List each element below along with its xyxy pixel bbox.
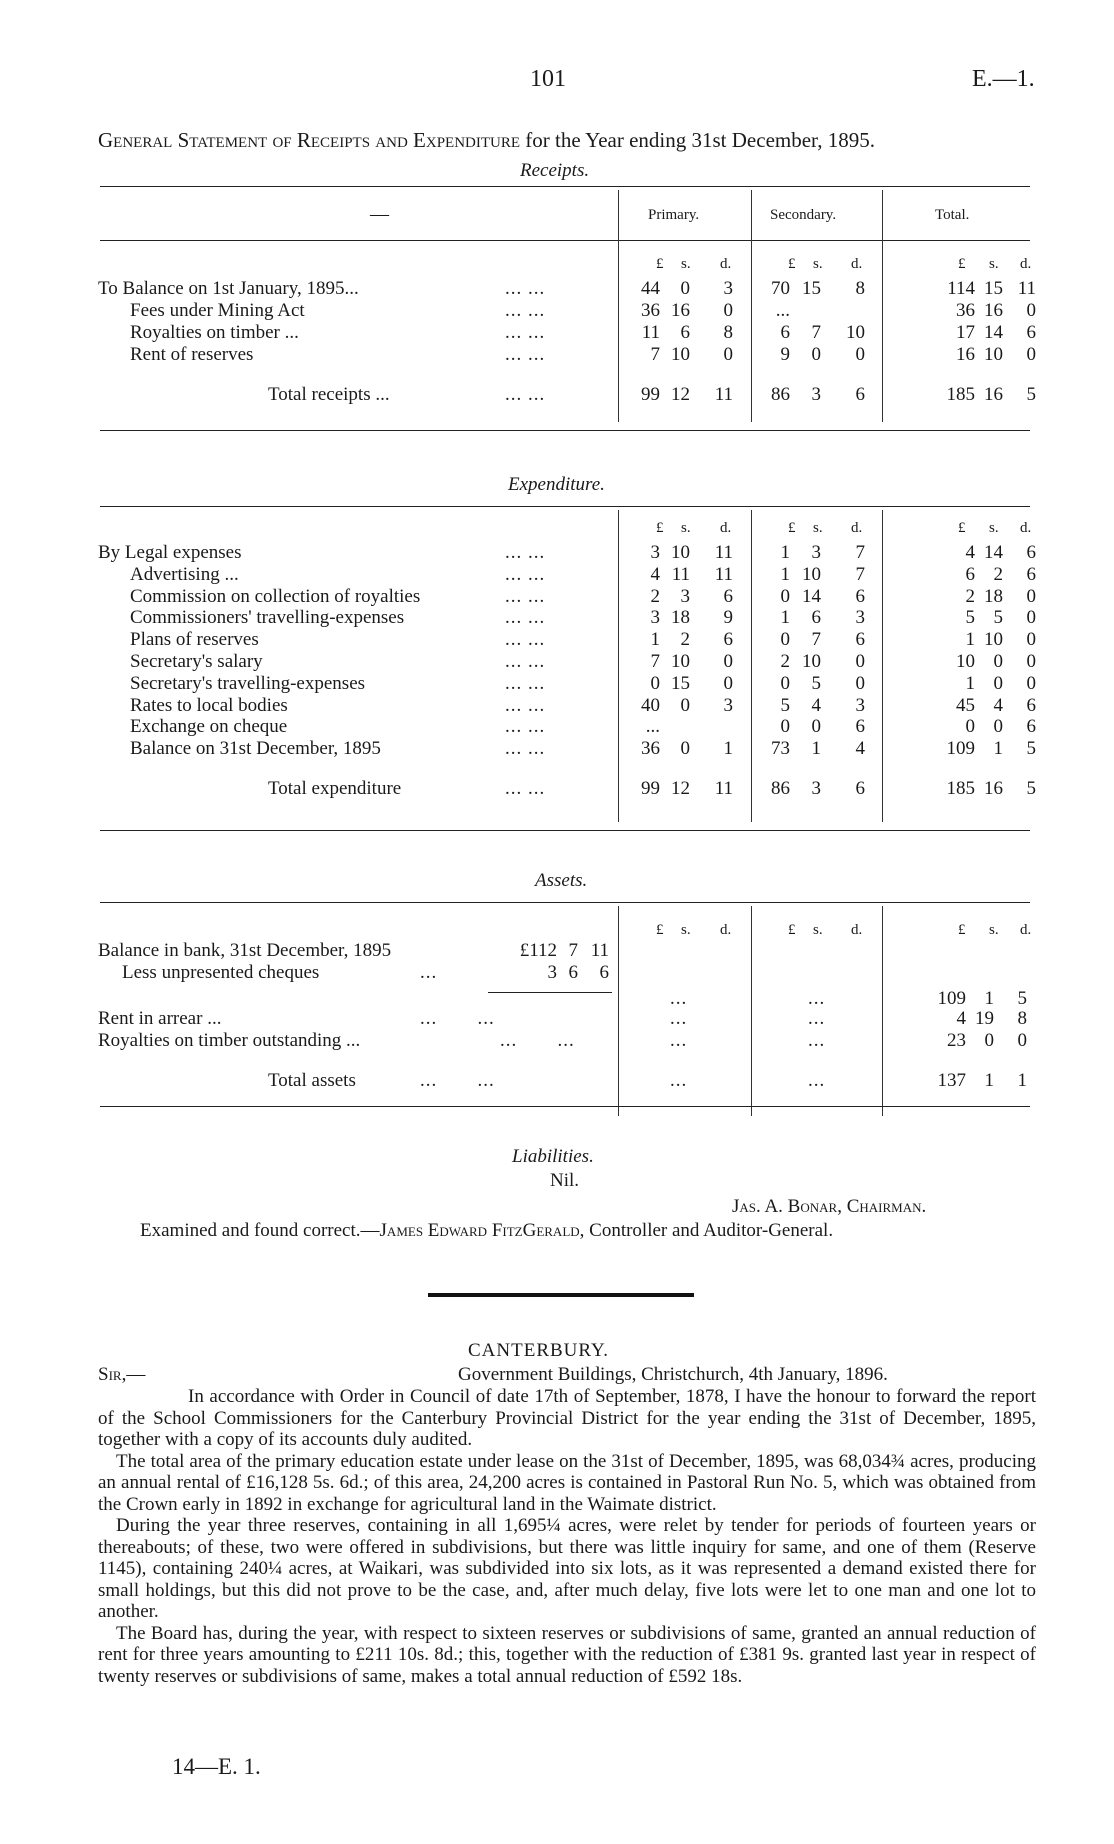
expenditure-row-amount-s-2: 7 [855,563,865,585]
expenditure-total-amount-s-0: 86 [771,778,790,799]
expenditure-row-amount-p-2: 3 [723,694,733,716]
liabilities-value: Nil. [550,1170,580,1191]
expenditure-row-amount-t-2: 6 [1026,716,1036,738]
assets-top-rule [100,902,1030,903]
auditor-name: James Edward FitzGerald [379,1220,580,1241]
expenditure-row-amount-p-1: 18 [671,607,690,629]
expenditure-row-label: By Legal expenses [98,542,242,563]
expenditure-vline-3 [882,510,883,822]
expenditure-units-t-pence-unit: d. [1020,520,1032,536]
expenditure-row-amount-p-0: ... [645,716,660,738]
receipts-total-amount-p-1: 12 [671,384,690,405]
receipts-row-leader: ... ... [505,300,546,321]
expenditure-heading: Expenditure. [508,474,605,495]
expenditure-row-amount-p-1: 0 [680,694,690,716]
expenditure-row-amount-t-1: 1 [993,738,1003,760]
receipts-row-amount-t-2: 11 [1017,278,1036,299]
expenditure-row-amount-p-0: 40 [641,694,660,716]
assets-units-s-pence-unit: d. [851,922,863,938]
expenditure-row-amount-s-2: 3 [855,607,865,629]
expenditure-units-s-pence-unit: d. [851,520,863,536]
receipts-row-label: Fees under Mining Act [130,300,305,321]
receipts-row-amount-p-0: 11 [641,322,660,343]
receipts-vline-2 [751,190,752,422]
receipts-row-amount-s-0: 9 [780,344,790,365]
expenditure-row-leader: ... ... [505,607,546,629]
expenditure-row-amount-t-2: 5 [1026,738,1036,760]
expenditure-row-amount-p-0: 4 [650,563,660,585]
expenditure-row-amount-t-1: 2 [993,563,1003,585]
receipts-row-amount-s-2: 8 [855,278,865,299]
column-header-total: Total. [935,207,970,223]
letter-salutation: Sir,— [98,1364,146,1385]
receipts-row-amount-p-2: 0 [723,344,733,365]
expenditure-row-amount-s-1: 1 [811,738,821,760]
receipts-row-amount-s-1: 0 [811,344,821,365]
receipts-units-p-pound-unit: £ [656,256,664,272]
expenditure-row-amount-t-0: 2 [965,585,975,607]
expenditure-row-amount-s-2: 6 [855,716,865,738]
header-bottom-rule [100,240,1030,241]
receipts-row-amount-s-2: 0 [855,344,865,365]
expenditure-row-amount-p-2: 11 [714,563,733,585]
assets-royalties-pence: 0 [1017,1030,1027,1051]
receipts-row-amount-p-1: 0 [680,278,690,299]
page-number: 101 [530,66,566,92]
expenditure-row-leader: ... ... [505,563,546,585]
statement-title-main: General Statement of Receipts and Expenditure [98,128,521,152]
assets-arrear-secondary-ellipsis: ... [808,1008,826,1029]
expenditure-total-amount-s-2: 6 [855,778,865,799]
expenditure-row-label: Exchange on cheque [130,716,288,738]
expenditure-row-amount-t-0: 5 [965,607,975,629]
receipts-heading: Receipts. [520,160,590,181]
expenditure-row-leader: ... ... [505,672,546,694]
receipts-row-amount-p-0: 36 [641,300,660,321]
assets-bank-shillings: 7 [568,940,578,961]
receipts-row-amount-t-0: 16 [956,344,975,365]
expenditure-row-leader: ... ... [505,694,546,716]
receipts-row-amount-p-0: 44 [641,278,660,299]
expenditure-total-amount-t-2: 5 [1026,778,1036,799]
page-reference: E.—1. [972,66,1035,92]
receipts-units-t-shilling-unit: s. [989,256,999,272]
statement-title-period: for the Year ending 31st December, 1895. [525,128,875,152]
table-top-rule [100,186,1030,187]
expenditure-row-amount-t-1: 5 [993,607,1003,629]
receipts-row-amount-t-0: 114 [947,278,975,299]
expenditure-units-t-pound-unit: £ [958,520,966,536]
receipts-units-p-shilling-unit: s. [681,256,691,272]
expenditure-row-label: Secretary's travelling-expenses [130,672,366,694]
expenditure-row-amount-s-2: 0 [855,672,865,694]
footer-reference: 14—E. 1. [172,1754,261,1779]
expenditure-row-amount-t-2: 6 [1026,563,1036,585]
expenditure-row-amount-s-1: 0 [811,716,821,738]
expenditure-total-amount-s-1: 3 [811,778,821,799]
expenditure-row-amount-t-2: 0 [1026,651,1036,672]
expenditure-row-label: Advertising ... [130,563,239,585]
expenditure-row-amount-p-0: 36 [641,738,660,760]
column-header-dash: — [370,204,389,225]
assets-bank-pounds: £112 [519,940,557,961]
expenditure-row-amount-s-1: 14 [802,585,821,607]
receipts-row-leader: ... ... [505,278,546,299]
expenditure-units-p-shilling-unit: s. [681,520,691,536]
receipts-row-amount-s-0: 70 [771,278,790,299]
assets-total-pence: 1 [1017,1070,1027,1091]
expenditure-total-amount-p-2: 11 [714,778,733,799]
expenditure-row-amount-p-2: 9 [723,607,733,629]
expenditure-row-amount-p-2: 11 [714,542,733,563]
receipts-row-amount-t-1: 16 [984,300,1003,321]
expenditure-bottom-rule [100,830,1030,831]
assets-bank-total-pence: 5 [1017,988,1027,1009]
letter-paragraph-2: The total area of the primary education estate under lease on the 31st of December, 1895, was 68,034¾ acres, producing an annual rental of £16,128 5s. 6d.; of this area, 24,200 acres is contained in Pastoral Run No. 5, which was obtained from the Crown early in 1892 in exchange for agricultural land in the Waimate district. [98,1450,1036,1515]
receipts-units-s-pound-unit: £ [788,256,796,272]
expenditure-row-amount-t-1: 0 [993,651,1003,672]
expenditure-row-amount-s-1: 10 [802,563,821,585]
receipts-row-amount-s-1: 15 [802,278,821,299]
assets-units-t-pound-unit: £ [958,922,966,938]
assets-total-primary-ellipsis: ... [670,1070,688,1091]
receipts-row-label: Royalties on timber ... [130,322,299,343]
receipts-total-label: Total receipts ... [268,384,390,405]
expenditure-row-amount-s-0: 0 [780,629,790,651]
letter-paragraph-1: In accordance with Order in Council of date 17th of September, 1878, I have the honour to forward the report of the School Commissioners for the Canterbury Provincial District for the year ending the 31st of December, 1895, together with a copy of its accounts duly audited. [98,1386,1036,1450]
expenditure-row-amount-t-0: 45 [956,694,975,716]
canterbury-heading: CANTERBURY. [468,1340,610,1361]
expenditure-row-leader: ... ... [505,629,546,651]
expenditure-total-amount-t-1: 16 [984,778,1003,799]
expenditure-row-amount-s-0: 0 [780,585,790,607]
receipts-row-amount-p-1: 6 [680,322,690,343]
expenditure-row-amount-p-0: 7 [650,651,660,672]
expenditure-row-amount-s-0: 1 [780,542,790,563]
letter-paragraph-4: The Board has, during the year, with respect to sixteen reserves or subdivisions of same, granted an annual reduction of rent for three years amounting to £211 10s. 8d.; this, together with the reduction of £381 9s. granted last year in respect of twenty reserves or subdivisions of same, makes a total annual reduction of £592 18s. [98,1622,1036,1687]
expenditure-row-amount-t-1: 10 [984,629,1003,651]
assets-cheques-label: Less unpresented cheques [122,962,320,983]
expenditure-row-amount-p-2: 1 [723,738,733,760]
expenditure-units-p-pound-unit: £ [656,520,664,536]
assets-units-t-shilling-unit: s. [989,922,999,938]
expenditure-row-label: Balance on 31st December, 1895 [130,738,381,760]
expenditure-row-amount-t-0: 109 [946,738,975,760]
expenditure-top-rule [100,506,1030,507]
receipts-row-leader: ... ... [505,322,546,343]
assets-vline-1 [618,906,619,1116]
liabilities-heading: Liabilities. [512,1146,594,1167]
expenditure-row-amount-p-1: 10 [671,542,690,563]
receipts-vline-1 [618,190,619,422]
receipts-total-amount-p-0: 99 [641,384,660,405]
expenditure-row-amount-t-2: 6 [1026,694,1036,716]
expenditure-row-amount-p-2: 6 [723,629,733,651]
assets-arrear-label: Rent in arrear ... [98,1008,222,1029]
expenditure-row-amount-s-0: 0 [780,716,790,738]
expenditure-vline-2 [751,510,752,822]
assets-units-p-pound-unit: £ [656,922,664,938]
receipts-row-amount-s-0: ... [775,300,790,321]
expenditure-row-amount-s-0: 2 [780,651,790,672]
receipts-row-amount-s-0: 6 [780,322,790,343]
expenditure-total-amount-p-1: 12 [671,778,690,799]
expenditure-row-amount-s-2: 0 [855,651,865,672]
receipts-row-amount-p-2: 0 [723,300,733,321]
expenditure-row-amount-t-1: 0 [993,716,1003,738]
expenditure-row-amount-s-1: 5 [811,672,821,694]
receipts-units-t-pound-unit: £ [958,256,966,272]
expenditure-row-leader: ... ... [505,738,546,760]
assets-vline-2 [751,906,752,1116]
expenditure-row-amount-p-0: 3 [650,542,660,563]
expenditure-row-amount-s-1: 4 [811,694,821,716]
expenditure-row-amount-p-2: 0 [723,651,733,672]
assets-arrear-pence: 8 [1017,1008,1027,1029]
assets-units-p-shilling-unit: s. [681,922,691,938]
expenditure-row-amount-p-0: 0 [650,672,660,694]
expenditure-total-leader: ... ... [505,778,546,799]
expenditure-row-amount-p-1: 2 [680,629,690,651]
receipts-vline-3 [882,190,883,422]
assets-bank-total-pounds: 109 [937,988,966,1009]
expenditure-row-amount-t-1: 0 [993,672,1003,694]
receipts-row-amount-p-1: 10 [671,344,690,365]
receipts-units-s-pence-unit: d. [851,256,863,272]
receipts-row-amount-p-2: 3 [723,278,733,299]
expenditure-row-leader: ... ... [505,542,546,563]
expenditure-row-amount-p-1: 11 [671,563,690,585]
expenditure-row-amount-t-0: 10 [956,651,975,672]
expenditure-row-amount-s-1: 3 [811,542,821,563]
expenditure-row-amount-t-2: 0 [1026,672,1036,694]
expenditure-total-amount-p-0: 99 [641,778,660,799]
expenditure-row-amount-s-0: 1 [780,607,790,629]
assets-units-p-pence-unit: d. [720,922,732,938]
expenditure-row-amount-t-0: 4 [965,542,975,563]
assets-royalties-secondary-ellipsis: ... [808,1030,826,1051]
auditor-line [140,1220,833,1242]
receipts-total-amount-s-2: 6 [855,384,865,405]
receipts-row-amount-t-0: 17 [956,322,975,343]
assets-cheques-pounds: 3 [547,962,557,983]
receipts-total-amount-p-2: 11 [714,384,733,405]
receipts-row-amount-t-2: 0 [1026,344,1036,365]
assets-royalties-shillings: 0 [984,1030,994,1051]
expenditure-total-label: Total expenditure [268,778,402,799]
expenditure-row-amount-p-0: 1 [650,629,660,651]
expenditure-row-amount-p-1: 10 [671,651,690,672]
assets-bottom-rule [100,1106,1030,1107]
assets-total-pounds: 137 [937,1070,966,1091]
assets-royalties-pounds: 23 [947,1030,966,1051]
assets-bank-total-shillings: 1 [984,988,994,1009]
expenditure-row-amount-s-2: 6 [855,629,865,651]
letter-paragraph-3: During the year three reserves, containing in all 1,695¼ acres, were relet by tender for periods of fourteen years or thereabouts; of these, two were offered in subdivisions, but there was little inquiry for same, and one of them (Reserve 1145), containing 240¼ acres, at Waikari, was subdivided into six lots, as it was represented a demand existed there for small holdings, but this did not prove to be the case, and, after much delay, five lots were let to one man and one lot to another. [98,1515,1036,1622]
expenditure-row-amount-s-0: 1 [780,563,790,585]
expenditure-row-amount-p-0: 2 [650,585,660,607]
expenditure-row-amount-p-1: 15 [671,672,690,694]
receipts-row-amount-t-1: 14 [984,322,1003,343]
receipts-total-amount-t-2: 5 [1026,384,1036,405]
expenditure-row-label: Commission on collection of royalties [130,585,421,607]
expenditure-row-amount-p-0: 3 [650,607,660,629]
expenditure-row-amount-s-0: 73 [771,738,790,760]
expenditure-row-amount-s-1: 10 [802,651,821,672]
expenditure-row-amount-p-1: 0 [680,738,690,760]
assets-bank-secondary-ellipsis: ... [808,988,826,1009]
expenditure-units-s-shilling-unit: s. [813,520,823,536]
expenditure-row-amount-s-2: 7 [855,542,865,563]
expenditure-row-amount-t-2: 0 [1026,607,1036,629]
assets-units-t-pence-unit: d. [1020,922,1032,938]
section-divider [428,1293,694,1297]
receipts-row-amount-p-0: 7 [650,344,660,365]
assets-cheques-leader: ... [420,962,438,983]
auditor-title: , Controller and Auditor-General. [579,1220,834,1241]
receipts-bottom-rule [100,430,1030,431]
expenditure-row-amount-t-1: 14 [984,542,1003,563]
receipts-row-amount-s-2: 10 [846,322,865,343]
expenditure-total-amount-t-0: 185 [946,778,975,799]
expenditure-row-amount-t-0: 0 [965,716,975,738]
expenditure-row-amount-p-1: 3 [680,585,690,607]
expenditure-row-label: Secretary's salary [130,651,263,672]
assets-royalties-primary-ellipsis: ... [670,1030,688,1051]
assets-arrear-pounds: 4 [956,1008,966,1029]
column-header-primary: Primary. [648,207,700,223]
expenditure-units-t-shilling-unit: s. [989,520,999,536]
assets-bank-primary-ellipsis: ... [670,988,688,1009]
assets-bank-pence: 11 [590,940,609,961]
receipts-units-s-shilling-unit: s. [813,256,823,272]
expenditure-vline-1 [618,510,619,822]
receipts-row-amount-t-2: 0 [1026,300,1036,321]
expenditure-row-label: Commissioners' travelling-expenses [130,607,405,629]
assets-total-leader: ... ... [420,1070,495,1091]
expenditure-row-leader: ... ... [505,585,546,607]
receipts-row-amount-p-2: 8 [723,322,733,343]
receipts-total-amount-t-0: 185 [946,384,975,405]
receipts-row-amount-t-0: 36 [956,300,975,321]
receipts-units-p-pence-unit: d. [720,256,732,272]
column-header-secondary: Secondary. [770,207,837,223]
receipts-row-amount-t-1: 10 [984,344,1003,365]
receipts-row-amount-t-2: 6 [1026,322,1036,343]
assets-vline-3 [882,906,883,1116]
letter-address: Government Buildings, Christchurch, 4th January, 1896. [458,1364,888,1385]
receipts-total-leader: ... ... [505,384,546,405]
expenditure-row-amount-s-2: 4 [855,738,865,760]
assets-royalties-label: Royalties on timber outstanding ... [98,1030,361,1051]
expenditure-row-amount-t-0: 1 [965,672,975,694]
assets-arrear-leader: ... ... [420,1008,495,1029]
expenditure-units-p-pence-unit: d. [720,520,732,536]
expenditure-row-amount-t-2: 6 [1026,542,1036,563]
expenditure-row-amount-p-2: 0 [723,672,733,694]
assets-subtotal-rule [488,992,612,993]
assets-arrear-shillings: 19 [975,1008,994,1029]
expenditure-row-amount-s-0: 0 [780,672,790,694]
expenditure-row-amount-s-1: 7 [811,629,821,651]
expenditure-row-label: Plans of reserves [130,629,259,651]
expenditure-row-amount-s-1: 6 [811,607,821,629]
expenditure-row-amount-t-1: 4 [993,694,1003,716]
receipts-row-amount-t-1: 15 [984,278,1003,299]
receipts-row-leader: ... ... [505,344,546,365]
expenditure-row-amount-t-0: 6 [965,563,975,585]
receipts-row-label: To Balance on 1st January, 1895... [98,278,359,299]
receipts-total-amount-s-0: 86 [771,384,790,405]
expenditure-row-amount-p-2: 6 [723,585,733,607]
letter-body [98,1386,1036,1687]
expenditure-row-leader: ... ... [505,651,546,672]
statement-title [98,128,875,153]
expenditure-row-amount-t-2: 0 [1026,629,1036,651]
assets-cheques-shillings: 6 [568,962,578,983]
auditor-prefix: Examined and found correct.— [140,1220,380,1241]
receipts-row-label: Rent of reserves [130,344,254,365]
assets-units-s-pound-unit: £ [788,922,796,938]
receipts-row-amount-s-1: 7 [811,322,821,343]
receipts-total-amount-s-1: 3 [811,384,821,405]
expenditure-units-s-pound-unit: £ [788,520,796,536]
assets-total-label: Total assets [268,1070,356,1091]
assets-total-secondary-ellipsis: ... [808,1070,826,1091]
receipts-row-amount-p-1: 16 [671,300,690,321]
receipts-total-amount-t-1: 16 [984,384,1003,405]
assets-bank-label: Balance in bank, 31st December, 1895 [98,940,392,961]
expenditure-row-amount-t-2: 0 [1026,585,1036,607]
expenditure-row-amount-t-1: 18 [984,585,1003,607]
chairman-signature: Jas. A. Bonar, Chairman. [732,1196,927,1217]
assets-units-s-shilling-unit: s. [813,922,823,938]
expenditure-row-label: Rates to local bodies [130,694,288,716]
assets-cheques-pence: 6 [599,962,609,983]
assets-total-shillings: 1 [984,1070,994,1091]
expenditure-row-leader: ... ... [505,716,546,738]
expenditure-row-amount-t-0: 1 [965,629,975,651]
expenditure-row-amount-s-2: 3 [855,694,865,716]
expenditure-row-amount-s-0: 5 [780,694,790,716]
assets-heading: Assets. [535,870,588,891]
receipts-units-t-pence-unit: d. [1020,256,1032,272]
assets-royalties-leader: ... ... [500,1030,575,1051]
assets-arrear-primary-ellipsis: ... [670,1008,688,1029]
expenditure-row-amount-s-2: 6 [855,585,865,607]
